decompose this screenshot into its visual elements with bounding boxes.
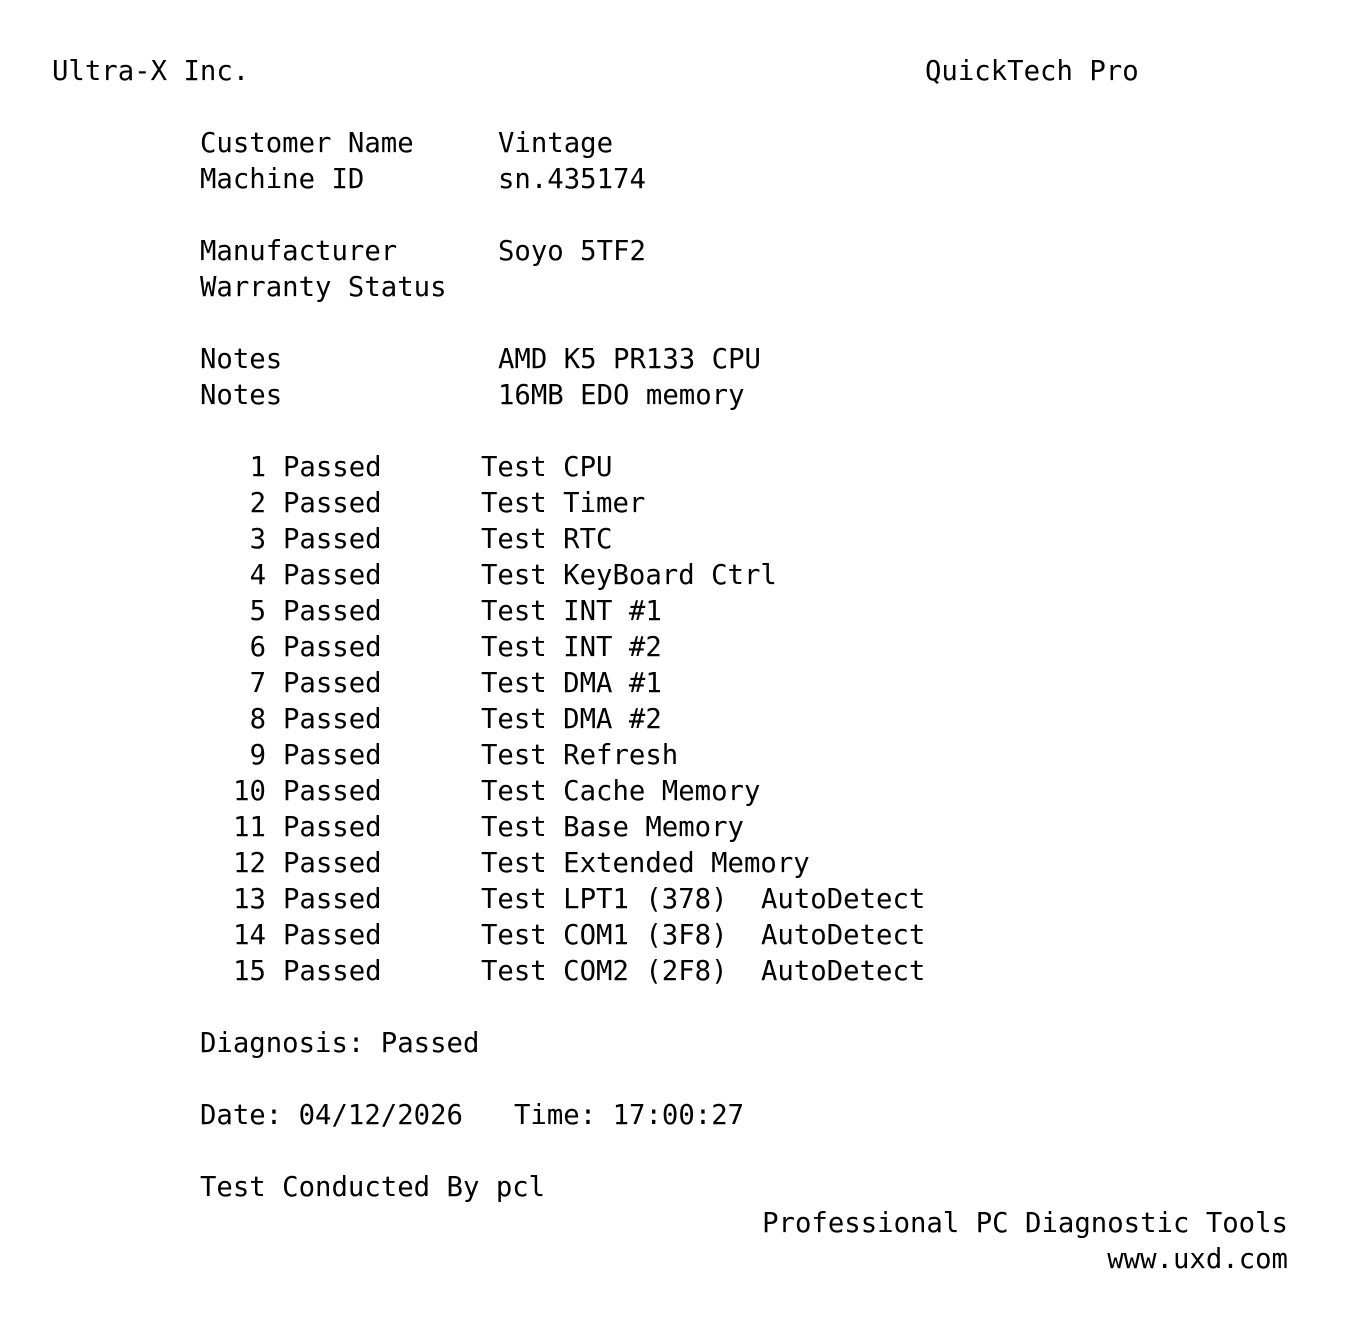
test-number: 1 [249, 452, 266, 483]
test-status: Passed [283, 488, 382, 519]
test-number: 8 [249, 704, 266, 735]
test-row [0, 918, 926, 954]
test-number: 10 [233, 776, 266, 807]
test-status: Passed [283, 524, 382, 555]
test-status: Passed [283, 740, 382, 771]
test-name: Test DMA #1 [481, 668, 662, 699]
footer-website: www.uxd.com [1107, 1244, 1288, 1275]
test-time: Time: 17:00:27 [514, 1100, 745, 1131]
test-number: 13 [233, 884, 266, 915]
test-row [0, 450, 613, 486]
info-row-warranty [200, 270, 447, 306]
test-status: Passed [283, 632, 382, 663]
test-number: 4 [249, 560, 266, 591]
info-value: sn.435174 [498, 164, 646, 195]
info-label: Notes [200, 344, 283, 375]
test-row [0, 522, 613, 558]
test-name: Test Base Memory [481, 812, 744, 843]
test-status: Passed [283, 812, 382, 843]
test-status: Passed [283, 560, 382, 591]
test-name: Test INT #1 [481, 596, 662, 627]
info-value: Soyo 5TF2 [498, 236, 646, 267]
test-row [0, 630, 662, 666]
test-number: 6 [249, 632, 266, 663]
test-name: Test RTC [481, 524, 613, 555]
test-status: Passed [283, 668, 382, 699]
test-row [0, 738, 679, 774]
test-row [0, 558, 777, 594]
test-name: Test Refresh [481, 740, 679, 771]
info-row-customer [200, 126, 614, 162]
test-name: Test Cache Memory [481, 776, 761, 807]
test-status: Passed [283, 704, 382, 735]
info-label: Manufacturer [200, 236, 398, 267]
product-name: QuickTech Pro [925, 56, 1139, 87]
diagnosis-result: Diagnosis: Passed [200, 1028, 480, 1059]
company-name: Ultra-X Inc. [52, 56, 250, 87]
test-row [0, 666, 662, 702]
test-row [0, 774, 761, 810]
test-status: Passed [283, 452, 382, 483]
test-row [0, 846, 810, 882]
info-label: Notes [200, 380, 283, 411]
test-name: Test COM1 (3F8) [481, 920, 728, 951]
info-row-notes [200, 342, 761, 378]
info-row-notes [200, 378, 745, 414]
test-row [0, 594, 662, 630]
footer-tagline: Professional PC Diagnostic Tools [762, 1208, 1288, 1239]
test-number: 12 [233, 848, 266, 879]
info-row-manufacturer [200, 234, 646, 270]
test-number: 9 [249, 740, 266, 771]
test-status: Passed [283, 596, 382, 627]
test-row [0, 882, 926, 918]
test-name: Test CPU [481, 452, 613, 483]
test-name: Test Extended Memory [481, 848, 810, 879]
test-name: Test KeyBoard Ctrl [481, 560, 777, 591]
conducted-by: Test Conducted By pcl [200, 1172, 546, 1203]
test-number: 15 [233, 956, 266, 987]
info-row-machine-id [200, 162, 646, 198]
test-detection-mode: AutoDetect [761, 884, 926, 915]
test-status: Passed [283, 920, 382, 951]
test-number: 14 [233, 920, 266, 951]
test-number: 5 [249, 596, 266, 627]
test-date: Date: 04/12/2026 [200, 1100, 463, 1131]
test-detection-mode: AutoDetect [761, 920, 926, 951]
info-value: AMD K5 PR133 CPU [498, 344, 761, 375]
test-status: Passed [283, 848, 382, 879]
test-name: Test INT #2 [481, 632, 662, 663]
info-value: 16MB EDO memory [498, 380, 745, 411]
test-status: Passed [283, 884, 382, 915]
test-number: 11 [233, 812, 266, 843]
test-row [0, 486, 646, 522]
test-name: Test DMA #2 [481, 704, 662, 735]
info-value: Vintage [498, 128, 614, 159]
test-number: 2 [249, 488, 266, 519]
test-name: Test LPT1 (378) [481, 884, 728, 915]
test-number: 7 [249, 668, 266, 699]
test-name: Test Timer [481, 488, 646, 519]
test-detection-mode: AutoDetect [761, 956, 926, 987]
test-row [0, 702, 662, 738]
info-label: Machine ID [200, 164, 365, 195]
test-name: Test COM2 (2F8) [481, 956, 728, 987]
test-status: Passed [283, 776, 382, 807]
test-number: 3 [249, 524, 266, 555]
test-status: Passed [283, 956, 382, 987]
date-time-line [0, 1098, 745, 1134]
info-label: Warranty Status [200, 272, 447, 303]
test-row [0, 810, 744, 846]
info-label: Customer Name [200, 128, 414, 159]
test-row [0, 954, 926, 990]
